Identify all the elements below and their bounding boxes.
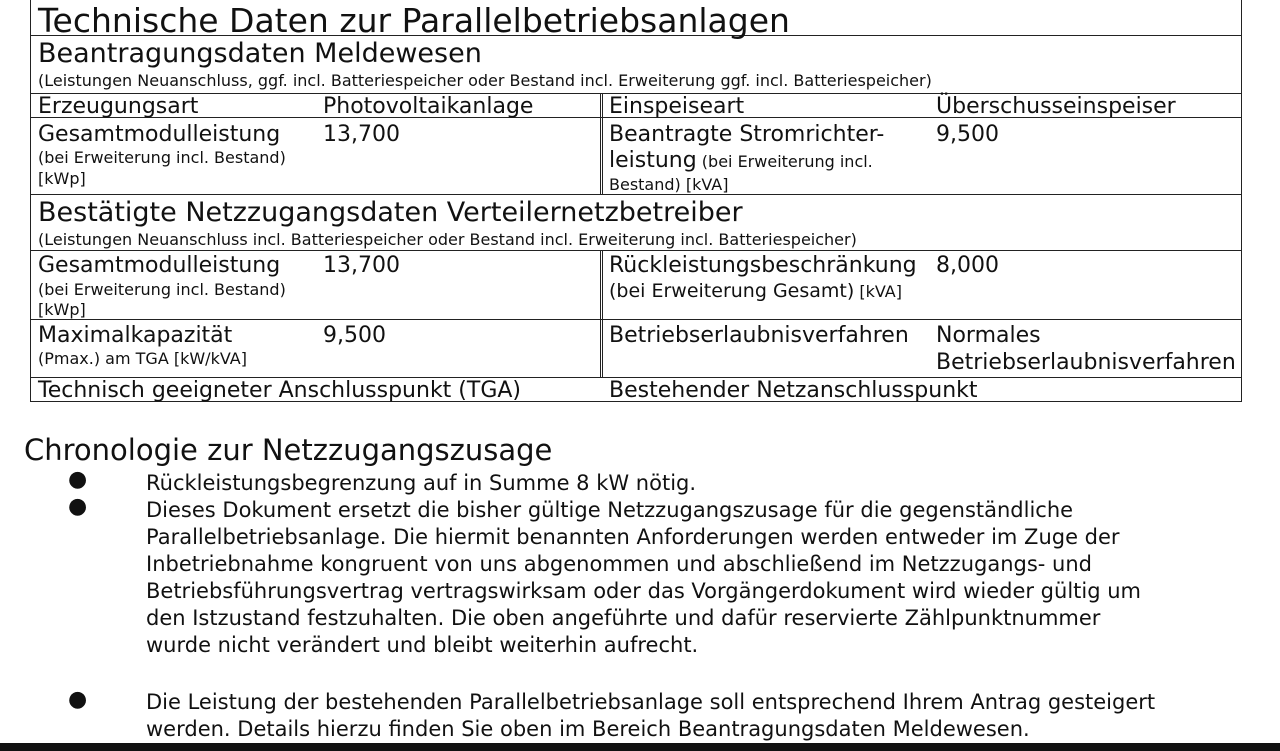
table-title: Technische Daten zur Parallelbetriebsanlagen [38, 1, 790, 40]
maximalkapazitaet-label: Maximalkapazität [38, 323, 233, 348]
rueckleistung-unit: [kVA] [859, 282, 902, 301]
stromrichter-unit: Bestand) [kVA] [609, 175, 729, 194]
maximalkapazitaet-sub: (Pmax.) am TGA [kW/kVA] [38, 349, 247, 368]
tga-value: Bestehender Netzanschlusspunkt [609, 378, 978, 403]
gesamtmodul-value: 13,700 [323, 122, 400, 147]
section-heading-meldewesen: Beantragungsdaten Meldewesen [38, 38, 482, 69]
gesamtmodul-sub: (bei Erweiterung incl. Bestand) [38, 148, 286, 167]
gesamtmodul-unit: [kWp] [38, 300, 86, 319]
gesamtmodul-sub: (bei Erweiterung incl. Bestand) [38, 280, 286, 299]
list-item [146, 689, 1155, 743]
rueckleistung-label: Rückleistungsbeschränkung [609, 253, 917, 278]
gesamtmodul-unit: [kWp] [38, 169, 86, 188]
einspeiseart-value: Überschusseinspeiser [936, 94, 1176, 119]
tga-label: Technisch geeigneter Anschlusspunkt (TGA) [38, 378, 522, 403]
section-heading-netzzugang: Bestätigte Netzzugangsdaten Verteilernetzbetreiber [38, 197, 743, 228]
section-note: (Leistungen Neuanschluss incl. Batteriespeicher oder Bestand incl. Erweiterung incl. Batteriespeicher) [38, 230, 857, 249]
section-note: (Leistungen Neuanschluss, ggf. incl. Batteriespeicher oder Bestand incl. Erweiterung ggf. incl. Batteriespeicher) [38, 71, 932, 90]
paragraph-line: Betriebsführungsvertrag vertragswirksam oder das Vorgängerdokument wird wieder gültig um [146, 579, 1141, 603]
stromrichter-value: 9,500 [936, 122, 999, 147]
bullet-icon: ● [68, 467, 88, 492]
row-divider [31, 319, 1241, 320]
einspeiseart-label: Einspeiseart [609, 94, 745, 119]
column-divider [600, 250, 603, 377]
bullet-icon: ● [68, 494, 88, 519]
bottom-bar [0, 743, 1280, 751]
gesamtmodul-value: 13,700 [323, 253, 400, 278]
list-item [146, 497, 1141, 659]
betriebserlaubnis-value: Normales [936, 323, 1041, 348]
paragraph-line: Parallelbetriebsanlage. Die hiermit benannten Anforderungen werden entweder im Zuge der [146, 525, 1120, 549]
technical-data-table [30, 0, 1242, 402]
paragraph-line: wurde nicht verändert und bleibt weiterhin aufrecht. [146, 633, 699, 657]
stromrichter-sub: (bei Erweiterung incl. [701, 152, 873, 171]
maximalkapazitaet-value: 9,500 [323, 323, 386, 348]
bullet-icon: ● [68, 687, 88, 712]
erzeugungsart-label: Erzeugungsart [38, 94, 199, 119]
betriebserlaubnis-value-line2: Betriebserlaubnisverfahren [936, 350, 1236, 375]
chronologie-title: Chronologie zur Netzzugangszusage [24, 433, 553, 467]
erzeugungsart-value: Photovoltaikanlage [323, 94, 534, 119]
rueckleistung-sub-line [609, 281, 902, 303]
column-divider [600, 93, 603, 194]
paragraph-line: werden. Details hierzu finden Sie oben im Bereich Beantragungsdaten Meldewesen. [146, 717, 1030, 741]
paragraph-line: den Istzustand festzuhalten. Die oben angeführte und dafür reservierte Zählpunktnummer [146, 606, 1101, 630]
betriebserlaubnis-label: Betriebserlaubnisverfahren [609, 323, 909, 348]
gesamtmodul-label: Gesamtmodulleistung [38, 253, 281, 278]
gesamtmodul-label: Gesamtmodulleistung [38, 122, 281, 147]
stromrichter-label-line2 [609, 148, 873, 173]
paragraph-line: Inbetriebnahme kongruent von uns abgenommen und abschließend im Netzzugangs- und [146, 552, 1092, 576]
rueckleistung-value: 8,000 [936, 253, 999, 278]
rueckleistung-sub: (bei Erweiterung Gesamt) [609, 280, 855, 302]
paragraph-line: Dieses Dokument ersetzt die bisher gültige Netzzugangszusage für die gegenständliche [146, 498, 1074, 522]
stromrichter-label: Beantragte Stromrichter- [609, 122, 885, 147]
stromrichter-label2: leistung [609, 148, 697, 173]
row-divider [31, 250, 1241, 251]
list-item: Rückleistungsbegrenzung auf in Summe 8 kW nötig. [146, 471, 697, 495]
paragraph-line: Die Leistung der bestehenden Parallelbetriebsanlage soll entsprechend Ihrem Antrag gesteigert [146, 690, 1156, 714]
